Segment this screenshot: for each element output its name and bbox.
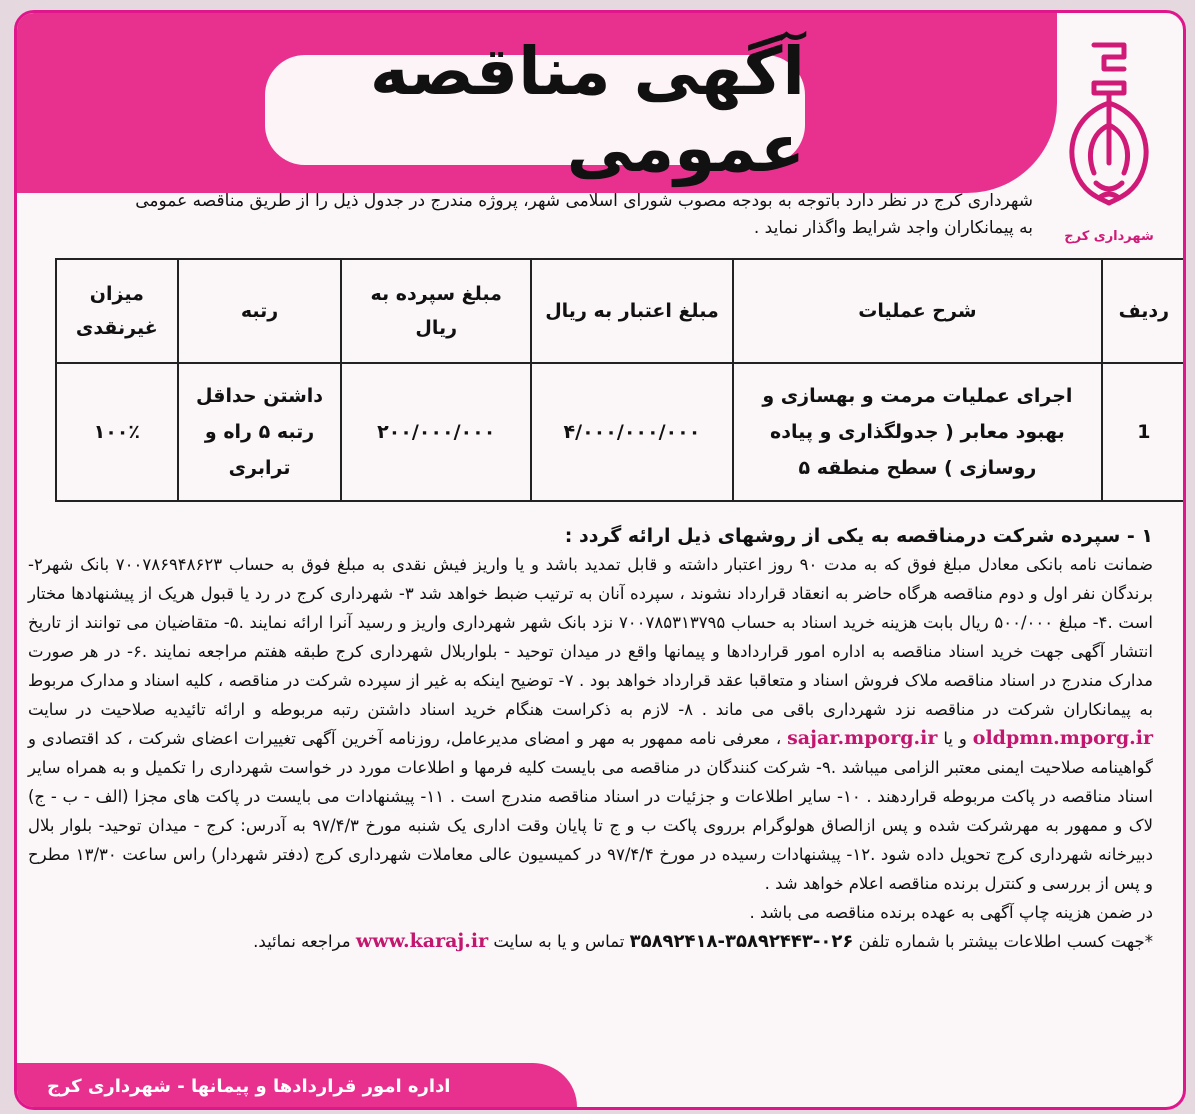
intro-paragraph bbox=[33, 188, 1033, 242]
contact-line bbox=[28, 927, 1153, 956]
cell-credit: ۴/۰۰۰/۰۰۰/۰۰۰ bbox=[531, 363, 733, 501]
conditions-part-1: ضمانت نامه بانکی معادل مبلغ فوق که به مدت ۹۰ روز اعتبار داشته و قابل تمدید باشد و یا واریز فیش نقدی به مبلغ فوق به حساب ۷۰۰۷۸۶۹۴۸۶۲۳ بانک شهر۲- برندگان نفر اول و دوم مناقصه هرگاه حاضر به انعقاد قرارداد نشوند ، سپرده آنان به ترتیب ضبط خواهد شد ۳- شهرداری کرج در رد یا قبول هریک از پیشنهادها مختار است .۴- مبلغ ۵۰۰/۰۰۰ ریال بابت هزینه خرید اسناد به حساب ۷۰۰۷۸۵۳۱۳۷۹۵ نزد بانک شهر شهرداری واریز و رسید آنرا ارائه نمایند .۵- متقاضیان می توانند از تاریخ انتشار آگهی جهت خرید اسناد مناقصه به اداره امور قراردادها و پیمانها واقع در میدان توحید - بلواربلال شهرداری کرج طبقه هفتم مراجعه نمایند .۶- در هر صورت مدارک مندرج در اسناد مناقصه ملاک فروش اسناد و متعاقبا عقد قرارداد خواهد بود . ۷- توضیح اینکه به غیر از سپرده شرکت در مناقصه ، کلیه اسناد و مدارک مربوط به پیمانکاران شرکت در مناقصه نزد شهرداری باقی می ماند . ۸- لازم به ذکراست هنگام خرید اسناد داشتن رتبه مربوطه و ارائه تائیدیه صلاحیت در سایت bbox=[28, 555, 1154, 719]
cell-non-cash: ۱۰۰٪ bbox=[56, 363, 178, 501]
logo-caption: شهرداری کرج bbox=[1064, 229, 1154, 244]
title-box bbox=[265, 33, 805, 187]
contact-suffix: مراجعه نمائید. bbox=[253, 932, 351, 951]
header-description: شرح عملیات bbox=[733, 259, 1102, 363]
section-title: ۱ - سپرده شرکت درمناقصه به یکی از روشهای ذیل ارائه گردد : bbox=[564, 525, 1153, 547]
cell-description: اجرای عملیات مرمت و بهسازی و بهبود معابر ( جدولگذاری و پیاده روسازی ) سطح منطقه ۵ bbox=[733, 363, 1102, 501]
intro-line-2: به پیمانکاران واجد شرایط واگذار نماید . bbox=[753, 218, 1033, 238]
table-row bbox=[56, 363, 1186, 501]
link-karaj-site[interactable]: www.karaj.ir bbox=[355, 930, 489, 952]
contact-prefix: *جهت کسب اطلاعات بیشتر با شماره تلفن bbox=[858, 932, 1153, 951]
phone-number: ۰۲۶-۳۵۸۹۲۴۴۳-۳۵۸۹۲۴۱۸ bbox=[629, 931, 854, 952]
cell-deposit: ۲۰۰/۰۰۰/۰۰۰ bbox=[341, 363, 530, 501]
intro-line-1: شهرداری کرج در نظر دارد باتوجه به بودجه مصوب شورای اسلامی شهر، پروژه مندرج در جدول ذیل را از طریق مناقصه عمومی bbox=[135, 191, 1033, 211]
cell-row-number: 1 bbox=[1102, 363, 1186, 501]
footer-text: اداره امور قراردادها و پیمانها - شهرداری کرج bbox=[47, 1076, 451, 1097]
contact-middle: تماس و یا به سایت bbox=[493, 932, 625, 951]
printing-cost-note: در ضمن هزینه چاپ آگهی به عهده برنده مناقصه می باشد . bbox=[749, 903, 1153, 922]
karaj-municipality-logo bbox=[1049, 33, 1169, 248]
and-or-text: و یا bbox=[943, 729, 967, 748]
header-credit: مبلغ اعتبار به ریال bbox=[531, 259, 733, 363]
advertisement-frame bbox=[14, 10, 1186, 1110]
table-header-row bbox=[56, 259, 1186, 363]
page-title: آگهی مناقصه عمومی bbox=[369, 33, 805, 187]
conditions-part-2: ، معرفی نامه ممهور به مهر و امضای مدیرعامل، روزنامه آخرین آگهی تغییرات اعضای شرکت ، کد اقتصادی و گواهینامه صلاحیت ایمنی معتبر الزامی میباشد .۹- شرکت کنندگان در مناقصه می بایست کلیه فرمها و اطلاعات مورد در خواست شهرداری را تکمیل و به همراه سایر اسناد مناقصه در پاکت مربوطه قراردهند . ۱۰- سایر اطلاعات و جزئیات در اسناد مناقصه مندرج است . ۱۱- پیشنهادات می بایست در پاکت های مجزا (الف - ب - ج) لاک و ممهور به مهرشرکت شده و پس ازالصاق هولوگرام برروی پاکت ب و ج تا پایان وقت اداری یک شنبه مورخ ۹۷/۴/۳ به آدرس: کرج - میدان توحید- بلوار بلال دبیرخانه شهرداری کرج تحویل داده شود .۱۲- پیشنهادات رسیده در مورخ ۹۷/۴/۴ در کمیسیون عالی معاملات شهرداری کرج (دفتر شهردار) راس ساعت ۱۳/۳۰ مطرح و پس از بررسی و کنترل برنده مناقصه اعلام خواهد شد . bbox=[28, 729, 1153, 893]
header-banner bbox=[17, 13, 1057, 193]
header-deposit: مبلغ سپرده به ریال bbox=[341, 259, 530, 363]
cell-rank: داشتن حداقل رتبه ۵ راه و ترابری bbox=[178, 363, 342, 501]
header-row-number: ردیف bbox=[1102, 259, 1186, 363]
tender-table bbox=[55, 258, 1186, 502]
link-sajar[interactable]: sajar.mporg.ir bbox=[787, 727, 938, 749]
municipality-emblem-icon bbox=[1054, 33, 1164, 223]
link-oldpmn[interactable]: oldpmn.mporg.ir bbox=[972, 727, 1153, 749]
header-non-cash: میزان غیرنقدی bbox=[56, 259, 178, 363]
header-rank: رتبه bbox=[178, 259, 342, 363]
conditions-text bbox=[28, 550, 1153, 956]
